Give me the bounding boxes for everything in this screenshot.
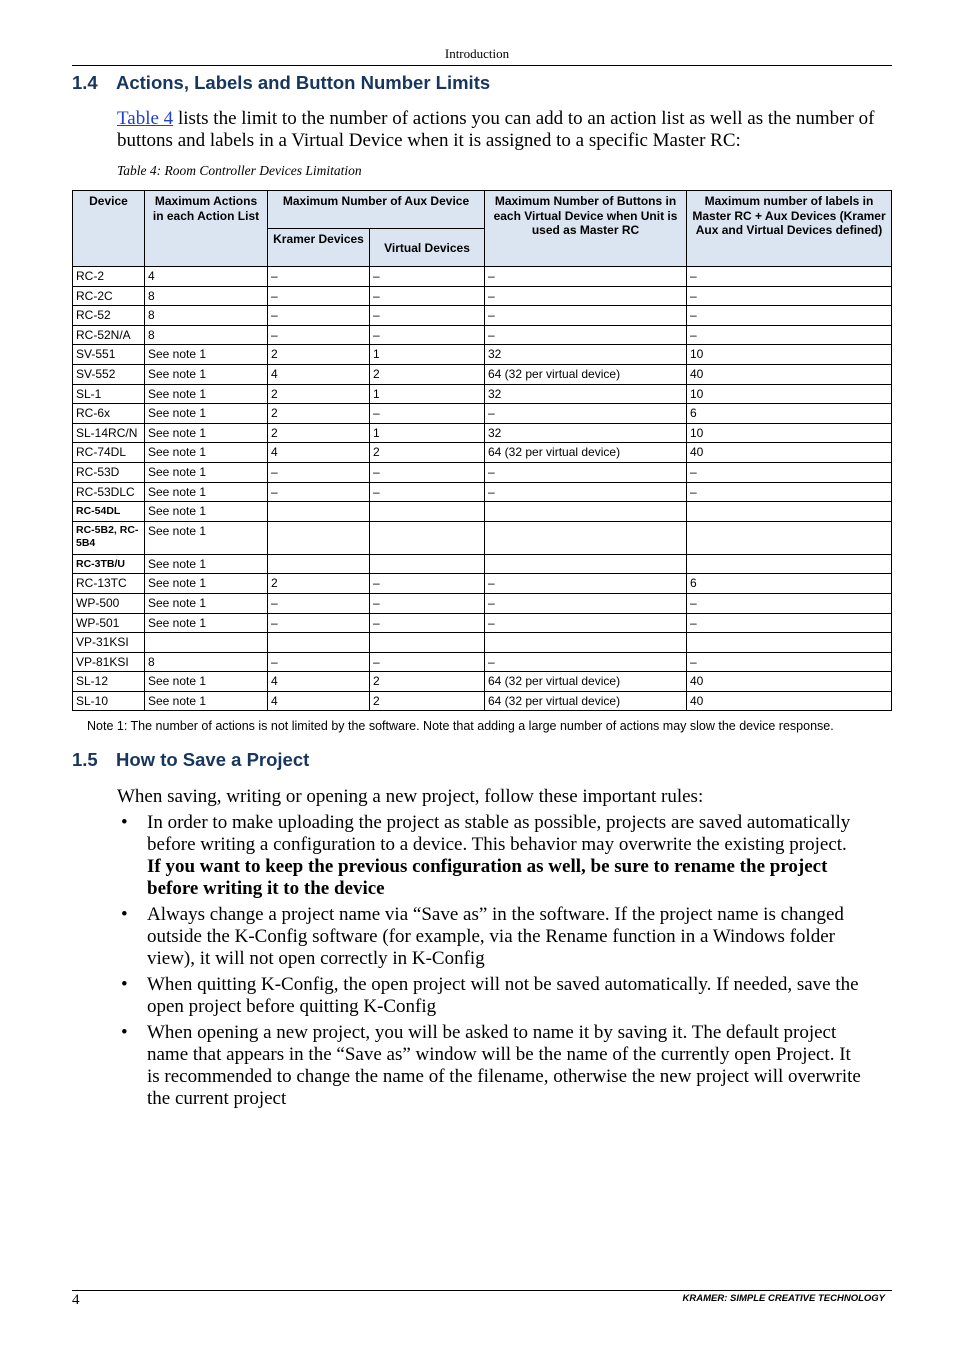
table-row	[73, 325, 892, 345]
header-aux-kramer: Kramer Devices	[268, 229, 370, 267]
section-title: Actions, Labels and Button Number Limits	[116, 72, 491, 93]
cell-labels: 10	[687, 345, 892, 365]
cell-labels	[687, 633, 892, 653]
cell-aux-kramer: 4	[268, 443, 370, 463]
cell-actions: See note 1	[145, 384, 268, 404]
cell-actions: See note 1	[145, 502, 268, 522]
cell-actions: See note 1	[145, 521, 268, 554]
cell-device: SL-1	[73, 384, 145, 404]
cell-labels: 10	[687, 384, 892, 404]
cell-labels: –	[687, 652, 892, 672]
cell-aux-virtual: 1	[370, 345, 485, 365]
list-item-text: In order to make uploading the project as stable as possible, projects are saved automatically before writing a configuration to a device. This behavior may overwrite the existing project.	[147, 812, 851, 855]
cell-labels: 6	[687, 404, 892, 424]
footer-brand: KRAMER: SIMPLE CREATIVE TECHNOLOGY	[682, 1293, 885, 1304]
cell-labels: 40	[687, 443, 892, 463]
cell-actions: See note 1	[145, 574, 268, 594]
cell-aux-virtual: –	[370, 404, 485, 424]
table-row	[73, 443, 892, 463]
cell-aux-virtual: 2	[370, 672, 485, 692]
running-header: Introduction	[444, 46, 510, 61]
cell-aux-kramer: 2	[268, 423, 370, 443]
cell-actions: See note 1	[145, 691, 268, 711]
cell-aux-kramer: –	[268, 286, 370, 306]
table-row	[73, 593, 892, 613]
table-row	[73, 267, 892, 287]
cell-labels: 40	[687, 364, 892, 384]
cell-device: RC-13TC	[73, 574, 145, 594]
intro-paragraph	[117, 108, 892, 152]
cell-device: RC-2	[73, 267, 145, 287]
cell-aux-virtual: 1	[370, 384, 485, 404]
cell-labels	[687, 502, 892, 522]
cell-actions: See note 1	[145, 423, 268, 443]
cell-aux-kramer: 2	[268, 345, 370, 365]
header-device: Device	[73, 191, 145, 267]
cell-aux-kramer: –	[268, 652, 370, 672]
cell-buttons: 64 (32 per virtual device)	[485, 443, 687, 463]
header-aux-group: Maximum Number of Aux Device	[268, 191, 485, 229]
list-item-text: When opening a new project, you will be asked to name it by saving it. The default project name that appears in the “Save as” window will be the name of the currently open Project. It is recommended to change the name of the filename, otherwise the new project will overwrite the current project	[147, 1022, 861, 1109]
section-title: How to Save a Project	[116, 749, 310, 770]
list-item-emphasis: If you want to keep the previous configuration as well, be sure to rename the project before writing it to the device	[147, 856, 828, 899]
cell-aux-kramer: –	[268, 613, 370, 633]
cell-buttons: 64 (32 per virtual device)	[485, 672, 687, 692]
cell-aux-kramer	[268, 521, 370, 554]
table-caption: Table 4: Room Controller Devices Limitation	[117, 163, 362, 178]
cell-aux-kramer: 4	[268, 691, 370, 711]
cell-aux-virtual	[370, 502, 485, 522]
cell-buttons: 64 (32 per virtual device)	[485, 691, 687, 711]
cell-buttons: –	[485, 325, 687, 345]
cell-device: WP-501	[73, 613, 145, 633]
cell-aux-virtual: –	[370, 267, 485, 287]
cell-aux-virtual	[370, 554, 485, 574]
table-row	[73, 554, 892, 574]
cell-aux-virtual: –	[370, 593, 485, 613]
page-number: 4	[72, 1292, 80, 1308]
table-row	[73, 306, 892, 326]
cell-buttons: 32	[485, 384, 687, 404]
cell-aux-kramer: –	[268, 593, 370, 613]
cell-device: WP-500	[73, 593, 145, 613]
cell-device: RC-2C	[73, 286, 145, 306]
cell-actions: See note 1	[145, 593, 268, 613]
cell-actions: 8	[145, 652, 268, 672]
table-row	[73, 404, 892, 424]
cell-aux-kramer: –	[268, 267, 370, 287]
cell-device: SL-14RC/N	[73, 423, 145, 443]
cell-labels: 40	[687, 691, 892, 711]
cell-buttons: –	[485, 462, 687, 482]
cell-labels: –	[687, 267, 892, 287]
table-row	[73, 521, 892, 554]
table-row	[73, 482, 892, 502]
cell-buttons: 64 (32 per virtual device)	[485, 364, 687, 384]
bullet-icon: •	[121, 1022, 128, 1043]
cell-aux-kramer: 4	[268, 672, 370, 692]
cell-actions: 4	[145, 267, 268, 287]
section-heading-1-4	[72, 72, 490, 94]
bullet-icon: •	[121, 904, 128, 925]
header-buttons: Maximum Number of Buttons in each Virtual Device when Unit is used as Master RC	[485, 191, 687, 267]
cell-buttons	[485, 502, 687, 522]
header-labels: Maximum number of labels in Master RC + Aux Devices (Kramer Aux and Virtual Devices defined)	[687, 191, 892, 267]
cell-aux-virtual: 2	[370, 691, 485, 711]
cell-aux-kramer: –	[268, 306, 370, 326]
rules-lead: When saving, writing or opening a new project, follow these important rules:	[117, 786, 704, 807]
table-row	[73, 613, 892, 633]
table-row	[73, 423, 892, 443]
cell-aux-virtual: –	[370, 325, 485, 345]
cell-labels: –	[687, 482, 892, 502]
cell-aux-virtual: –	[370, 652, 485, 672]
table-row	[73, 462, 892, 482]
header-aux-virtual: Virtual Devices	[370, 229, 485, 267]
cell-aux-kramer: –	[268, 462, 370, 482]
cell-actions: 8	[145, 306, 268, 326]
section-number: 1.5	[72, 749, 98, 770]
cell-device: RC-52	[73, 306, 145, 326]
cell-buttons: 32	[485, 423, 687, 443]
table-row	[73, 574, 892, 594]
cell-aux-kramer: 2	[268, 574, 370, 594]
cell-buttons: –	[485, 267, 687, 287]
rules-list	[117, 812, 867, 1114]
cell-device: SV-552	[73, 364, 145, 384]
cell-device: SV-551	[73, 345, 145, 365]
table-note: Note 1: The number of actions is not limited by the software. Note that adding a large number of actions may slow the device response.	[87, 719, 834, 733]
cell-actions: See note 1	[145, 482, 268, 502]
cell-device	[73, 521, 145, 554]
table-row	[73, 502, 892, 522]
cell-labels: –	[687, 593, 892, 613]
cell-device: RC-53DLC	[73, 482, 145, 502]
table-row	[73, 652, 892, 672]
cell-buttons: –	[485, 286, 687, 306]
cell-actions: See note 1	[145, 345, 268, 365]
cell-aux-virtual	[370, 633, 485, 653]
cell-buttons: –	[485, 306, 687, 326]
cell-buttons: 32	[485, 345, 687, 365]
cell-buttons	[485, 521, 687, 554]
cell-actions: See note 1	[145, 672, 268, 692]
cell-device: RC-54DL	[73, 502, 145, 522]
cell-buttons	[485, 633, 687, 653]
bullet-icon: •	[121, 974, 128, 995]
cell-aux-virtual: 2	[370, 443, 485, 463]
cell-actions: See note 1	[145, 554, 268, 574]
cell-aux-virtual: 1	[370, 423, 485, 443]
cell-actions: 8	[145, 286, 268, 306]
list-item	[117, 974, 867, 1018]
cell-labels: –	[687, 462, 892, 482]
cell-device: VP-81KSI	[73, 652, 145, 672]
cell-aux-kramer: 2	[268, 404, 370, 424]
table-row	[73, 286, 892, 306]
footer-rule	[72, 1290, 892, 1291]
cell-actions	[145, 633, 268, 653]
cell-aux-kramer	[268, 633, 370, 653]
cell-actions: See note 1	[145, 364, 268, 384]
cell-actions: See note 1	[145, 443, 268, 463]
cell-labels: –	[687, 306, 892, 326]
table-row	[73, 691, 892, 711]
cell-buttons: –	[485, 593, 687, 613]
table-row	[73, 384, 892, 404]
cell-buttons: –	[485, 652, 687, 672]
intro-text: lists the limit to the number of actions you can add to an action list as well as the number of buttons and labels in a Virtual Device when it is assigned to a specific Master RC:	[117, 108, 875, 151]
list-item	[117, 812, 867, 900]
cell-aux-kramer	[268, 554, 370, 574]
cell-device: RC-53D	[73, 462, 145, 482]
cell-aux-virtual: –	[370, 613, 485, 633]
list-item	[117, 904, 867, 970]
table-row	[73, 364, 892, 384]
cell-labels	[687, 521, 892, 554]
cell-aux-virtual: –	[370, 574, 485, 594]
cell-aux-virtual	[370, 521, 485, 554]
limits-table	[72, 190, 892, 711]
cell-aux-kramer: 2	[268, 384, 370, 404]
cell-device: SL-10	[73, 691, 145, 711]
section-number: 1.4	[72, 72, 98, 93]
cell-aux-kramer: 4	[268, 364, 370, 384]
table-row	[73, 672, 892, 692]
cell-aux-kramer	[268, 502, 370, 522]
cell-labels	[687, 554, 892, 574]
list-item-text: Always change a project name via “Save as” in the software. If the project name is changed outside the K-Config software (for example, via the Rename function in a Windows folder view), it will not open correctly in K-Config	[147, 904, 844, 969]
list-item	[117, 1022, 867, 1110]
header-rule	[72, 65, 892, 66]
cell-labels: –	[687, 325, 892, 345]
cell-device: SL-12	[73, 672, 145, 692]
list-item-text: When quitting K-Config, the open project will not be saved automatically. If needed, save the open project before quitting K-Config	[147, 974, 859, 1017]
cell-buttons	[485, 554, 687, 574]
cell-device: RC-74DL	[73, 443, 145, 463]
cell-buttons: –	[485, 613, 687, 633]
cell-labels: 10	[687, 423, 892, 443]
cell-labels: 40	[687, 672, 892, 692]
table-row	[73, 345, 892, 365]
cell-actions: 8	[145, 325, 268, 345]
cell-device: RC-3TB/U	[73, 554, 145, 574]
table-body	[73, 267, 892, 711]
header-actions: Maximum Actions in each Action List	[145, 191, 268, 267]
cell-buttons: –	[485, 404, 687, 424]
cell-actions: See note 1	[145, 404, 268, 424]
cell-device: RC-6x	[73, 404, 145, 424]
cell-aux-virtual: –	[370, 462, 485, 482]
table-4-link[interactable]: Table 4	[117, 108, 174, 129]
cell-device: RC-52N/A	[73, 325, 145, 345]
table-row	[73, 633, 892, 653]
cell-aux-virtual: –	[370, 306, 485, 326]
cell-labels: –	[687, 613, 892, 633]
cell-aux-virtual: 2	[370, 364, 485, 384]
cell-aux-kramer: –	[268, 482, 370, 502]
device-name: RC-5B2, RC-5B4	[76, 523, 139, 549]
cell-aux-virtual: –	[370, 482, 485, 502]
cell-aux-kramer: –	[268, 325, 370, 345]
cell-aux-virtual: –	[370, 286, 485, 306]
cell-device: VP-31KSI	[73, 633, 145, 653]
bullet-icon: •	[121, 812, 128, 833]
cell-buttons: –	[485, 482, 687, 502]
cell-actions: See note 1	[145, 462, 268, 482]
cell-labels: 6	[687, 574, 892, 594]
section-heading-1-5	[72, 749, 309, 771]
cell-buttons: –	[485, 574, 687, 594]
cell-actions: See note 1	[145, 613, 268, 633]
cell-labels: –	[687, 286, 892, 306]
